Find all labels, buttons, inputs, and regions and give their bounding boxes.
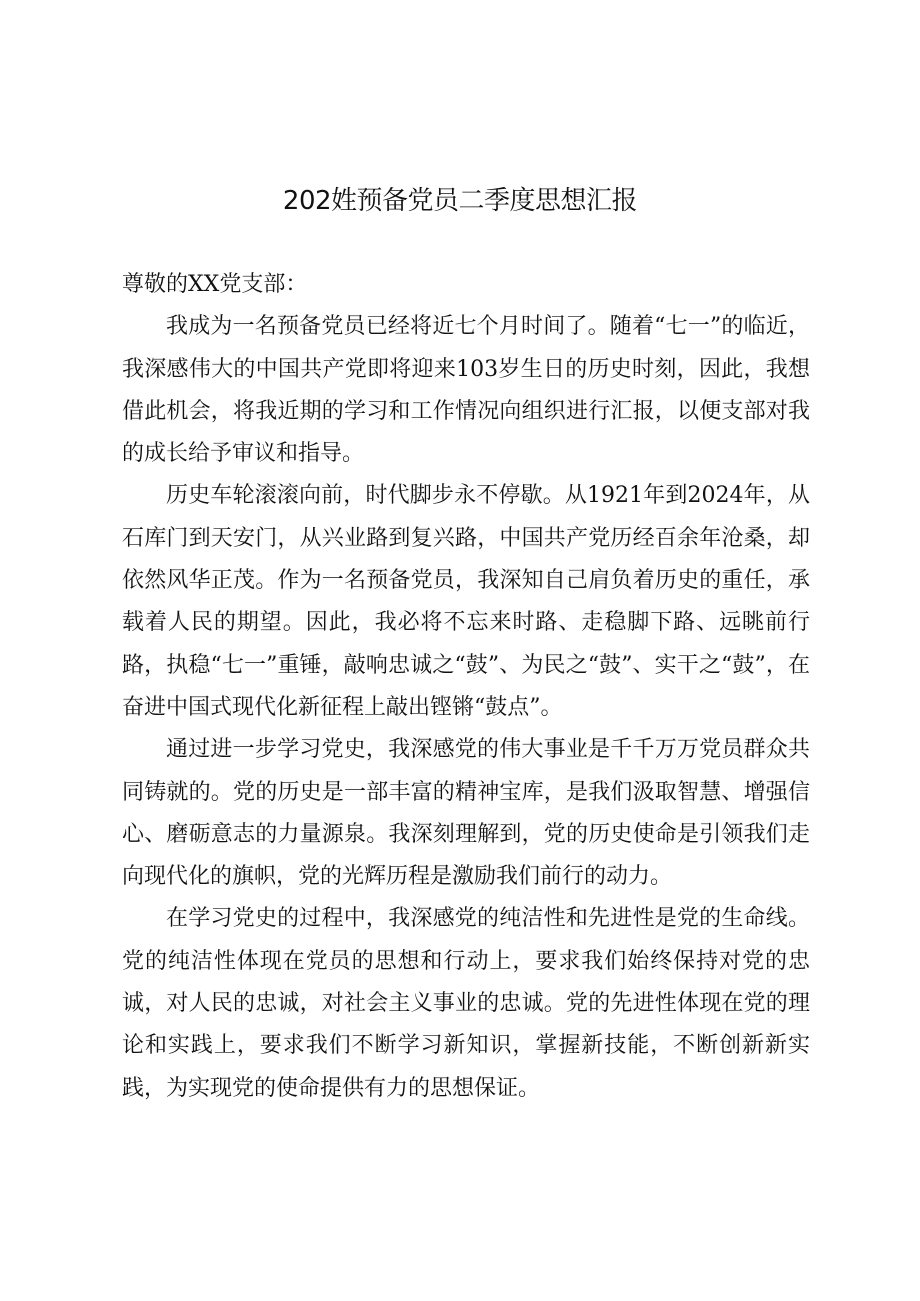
paragraph-1: 我成为一名预备党员已经将近七个月时间了。随着“七一”的临近，我深感伟大的中国共产党即将迎来103岁生日的历史时刻，因此，我想借此机会，将我近期的学习和工作情况向组织进行汇报，以便支部对我的成长给予审议和指导。 bbox=[122, 314, 810, 467]
salutation: 尊敬的XX党支部： bbox=[122, 272, 308, 297]
document-body bbox=[122, 264, 810, 1110]
paragraph-3: 通过进一步学习党史，我深感党的伟大事业是千千万万党员群众共同铸就的。党的历史是一部丰富的精神宝库，是我们汲取智慧、增强信心、磨砺意志的力量源泉。我深刻理解到，党的历史使命是引领我们走向现代化的旗帜，党的光辉历程是激励我们前行的动力。 bbox=[122, 737, 810, 890]
document-title: 202姓预备党员二季度思想汇报 bbox=[282, 186, 638, 216]
paragraph-2: 历史车轮滚滚向前，时代脚步永不停歇。从1921年到2024年，从石库门到天安门，从兴业路到复兴路，中国共产党历经百余年沧桑，却依然风华正茂。作为一名预备党员，我深知自己肩负着历史的重任，承载着人民的期望。因此，我必将不忘来时路、走稳脚下路、远眺前行路，执稳“七一”重锤，敲响忠诚之“鼓”、为民之“鼓”、实干之“鼓”，在奋进中国式现代化新征程上敲出铿锵“鼓点”。 bbox=[122, 483, 810, 720]
paragraph-4: 在学习党史的过程中，我深感党的纯洁性和先进性是党的生命线。党的纯洁性体现在党员的思想和行动上，要求我们始终保持对党的忠诚，对人民的忠诚，对社会主义事业的忠诚。党的先进性体现在党的理论和实践上，要求我们不断学习新知识，掌握新技能，不断创新新实践，为实现党的使命提供有力的思想保证。 bbox=[122, 906, 810, 1101]
